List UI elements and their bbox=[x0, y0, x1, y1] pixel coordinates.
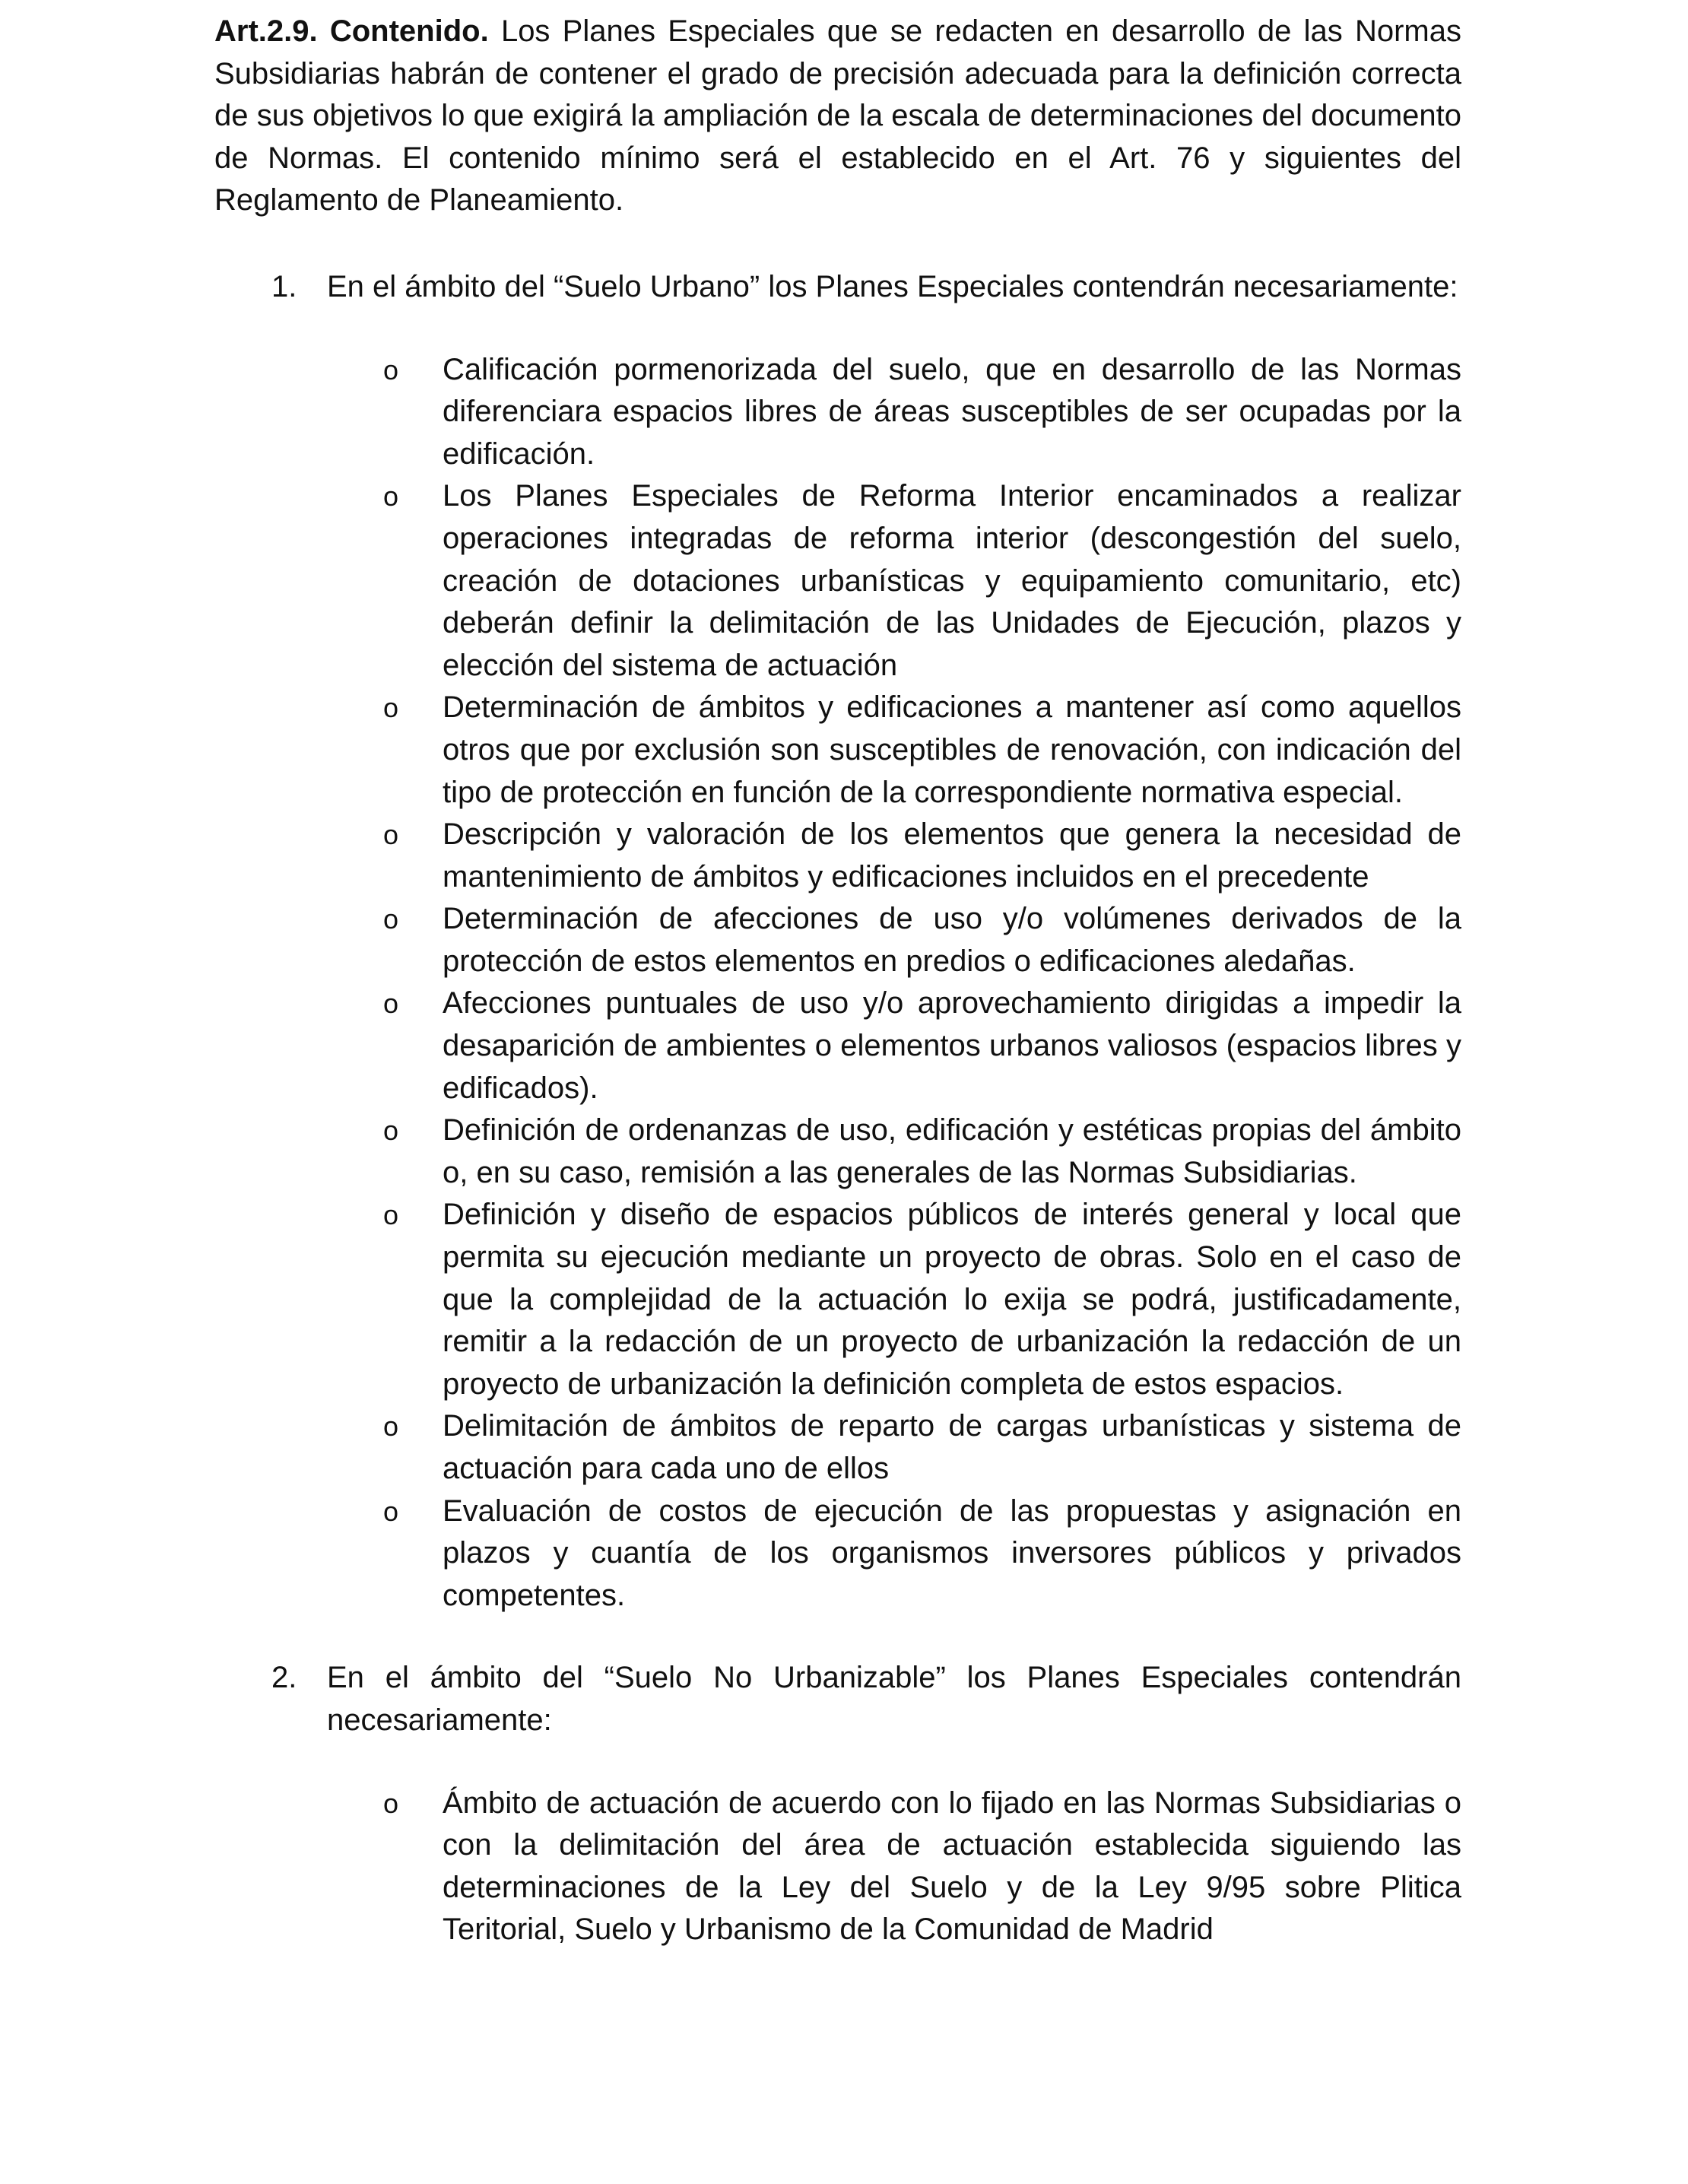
list-item-text: Determinación de afecciones de uso y/o volúmenes derivados de la protección de estos elementos en predios o edificaciones aledañas. bbox=[443, 902, 1461, 978]
section-number: 2. bbox=[271, 1661, 297, 1695]
list-item bbox=[214, 982, 1461, 1109]
section-1-list bbox=[214, 349, 1461, 1617]
bullet-icon: o bbox=[383, 1495, 399, 1527]
section-heading-text: En el ámbito del “Suelo No Urbanizable” los Planes Especiales contendrán necesariamente: bbox=[327, 1661, 1461, 1737]
article-title: Art.2.9. Contenido. bbox=[214, 14, 489, 48]
article-paragraph bbox=[214, 11, 1461, 222]
list-item bbox=[214, 814, 1461, 898]
list-item-text: Determinación de ámbitos y edificaciones a mantener así como aquellos otros que por exclusión son susceptibles de renovación, con indicación del tipo de protección en función de la correspondiente normativa especial. bbox=[443, 690, 1461, 809]
list-item bbox=[214, 1490, 1461, 1617]
bullet-icon: o bbox=[383, 1115, 399, 1147]
list-item bbox=[214, 349, 1461, 476]
bullet-icon: o bbox=[383, 354, 399, 386]
list-item-text: Descripción y valoración de los elementos que genera la necesidad de mantenimiento de ámbitos y edificaciones incluidos en el precedente bbox=[443, 817, 1461, 894]
list-item bbox=[214, 898, 1461, 982]
list-item bbox=[214, 1782, 1461, 1951]
list-item bbox=[214, 1194, 1461, 1405]
section-2-heading bbox=[214, 1657, 1461, 1741]
section-heading-text: En el ámbito del “Suelo Urbano” los Planes Especiales contendrán necesariamente: bbox=[327, 269, 1458, 303]
list-item-text: Evaluación de costos de ejecución de las propuestas y asignación en plazos y cuantía de los organismos inversores públicos y privados competentes. bbox=[443, 1494, 1461, 1612]
list-item-text: Delimitación de ámbitos de reparto de cargas urbanísticas y sistema de actuación para cada uno de ellos bbox=[443, 1409, 1461, 1485]
section-2-list bbox=[214, 1782, 1461, 1951]
bullet-icon: o bbox=[383, 1787, 399, 1819]
bullet-icon: o bbox=[383, 692, 399, 724]
list-item bbox=[214, 1405, 1461, 1490]
bullet-icon: o bbox=[383, 903, 399, 935]
bullet-icon: o bbox=[383, 1411, 399, 1443]
list-item-text: Los Planes Especiales de Reforma Interior encaminados a realizar operaciones integradas de reforma interior (descongestión del suelo, creación de dotaciones urbanísticas y equipamiento comunitario, etc) deberán definir la delimitación de las Unidades de Ejecución, plazos y elección del sistema de actuación bbox=[443, 479, 1461, 682]
section-1-heading bbox=[214, 266, 1461, 309]
list-item-text: Ámbito de actuación de acuerdo con lo fijado en las Normas Subsidiarias o con la delimitación del área de actuación establecida siguiendo las determinaciones de la Ley del Suelo y de la Ley 9/95 sobre Plitica Teritorial, Suelo y Urbanismo de la Comunidad de Madrid bbox=[443, 1786, 1461, 1947]
list-item-text: Calificación pormenorizada del suelo, que en desarrollo de las Normas diferenciara espacios libres de áreas susceptibles de ser ocupadas por la edificación. bbox=[443, 352, 1461, 471]
list-item bbox=[214, 1109, 1461, 1194]
bullet-icon: o bbox=[383, 1199, 399, 1231]
bullet-icon: o bbox=[383, 988, 399, 1020]
bullet-icon: o bbox=[383, 819, 399, 851]
list-item-text: Definición de ordenanzas de uso, edificación y estéticas propias del ámbito o, en su caso, remisión a las generales de las Normas Subsidiarias. bbox=[443, 1113, 1461, 1189]
article-text: Los Planes Especiales que se redacten en desarrollo de las Normas Subsidiarias habrán de contener el grado de precisión adecuada para la definición correcta de sus objetivos lo que exigirá la ampliación de la escala de determinaciones del documento de Normas. El contenido mínimo será el establecido en el Art. 76 y siguientes del Reglamento de Planeamiento. bbox=[214, 14, 1461, 217]
document-page bbox=[214, 11, 1461, 1951]
list-item bbox=[214, 475, 1461, 687]
list-item-text: Afecciones puntuales de uso y/o aprovechamiento dirigidas a impedir la desaparición de ambientes o elementos urbanos valiosos (espacios libres y edificados). bbox=[443, 986, 1461, 1105]
list-item bbox=[214, 687, 1461, 814]
section-number: 1. bbox=[271, 269, 297, 303]
bullet-icon: o bbox=[383, 481, 399, 513]
list-item-text: Definición y diseño de espacios públicos de interés general y local que permita su ejecución mediante un proyecto de obras. Solo en el caso de que la complejidad de la actuación lo exija se podrá, justificadamente, remitir a la redacción de un proyecto de urbanización la redacción de un proyecto de urbanización la definición completa de estos espacios. bbox=[443, 1198, 1461, 1401]
